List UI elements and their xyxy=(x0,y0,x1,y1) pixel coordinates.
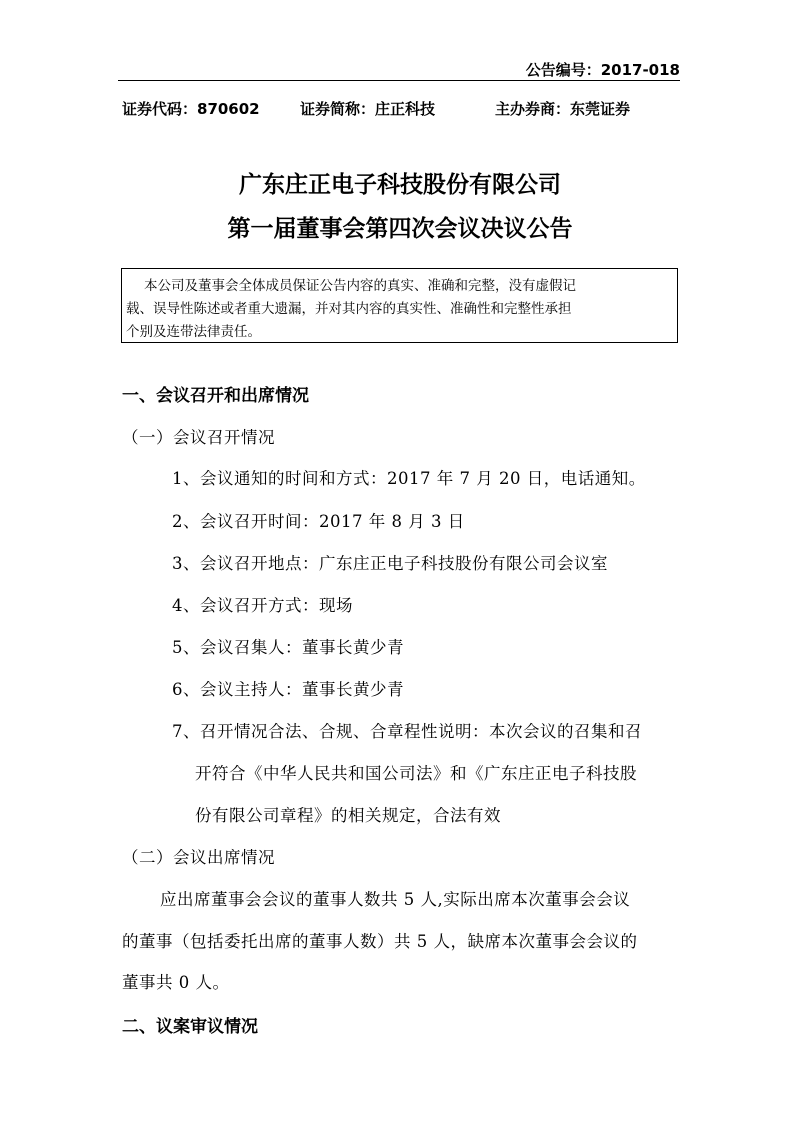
list-item: 6、会议主持人：董事长黄少青 xyxy=(172,680,404,699)
stock-code: 证券代码：870602 xyxy=(122,100,260,118)
sponsor-broker: 主办券商：东莞证券 xyxy=(495,100,631,118)
disclaimer-line: 个别及连带法律责任。 xyxy=(126,324,261,340)
header-rule xyxy=(118,80,680,81)
attendance-paragraph: 应出席董事会会议的董事人数共 5 人,实际出席本次董事会会议 xyxy=(160,890,631,909)
attendance-paragraph: 的董事（包括委托出席的董事人数）共 5 人，缺席本次董事会会议的 xyxy=(122,932,638,951)
list-item: 7、召开情况合法、合规、合章程性说明：本次会议的召集和召 xyxy=(172,722,642,741)
list-item: 5、会议召集人：董事长黄少青 xyxy=(172,638,404,657)
list-item: 3、会议召开地点：广东庄正电子科技股份有限公司会议室 xyxy=(172,554,608,573)
attendance-paragraph: 董事共 0 人。 xyxy=(122,973,230,992)
disclaimer-line: 本公司及董事会全体成员保证公告内容的真实、准确和完整，没有虚假记 xyxy=(144,278,576,294)
subsection-heading-attendance: （二）会议出席情况 xyxy=(122,848,275,867)
list-item-continuation: 份有限公司章程》的相关规定，合法有效 xyxy=(195,806,501,825)
stock-abbreviation: 证券简称：庄正科技 xyxy=(300,100,436,118)
list-item: 4、会议召开方式：现场 xyxy=(172,596,353,615)
list-item-continuation: 开符合《中华人民共和国公司法》和《广东庄正电子科技股 xyxy=(195,764,637,783)
list-item: 1、会议通知的时间和方式：2017 年 7 月 20 日，电话通知。 xyxy=(172,469,646,488)
document-title-line2: 第一届董事会第四次会议决议公告 xyxy=(227,216,573,242)
list-item: 2、会议召开时间：2017 年 8 月 3 日 xyxy=(172,512,465,531)
section-heading-proposals: 二、议案审议情况 xyxy=(122,1017,258,1037)
subsection-heading-convening: （一）会议召开情况 xyxy=(122,428,275,447)
disclaimer-box xyxy=(121,268,678,343)
document-title-line1: 广东庄正电子科技股份有限公司 xyxy=(239,172,561,198)
disclaimer-line: 载、误导性陈述或者重大遗漏，并对其内容的真实性、准确性和完整性承担 xyxy=(126,301,572,317)
announcement-number: 公告编号：2017-018 xyxy=(525,61,680,79)
section-heading-meeting: 一、会议召开和出席情况 xyxy=(122,386,309,406)
